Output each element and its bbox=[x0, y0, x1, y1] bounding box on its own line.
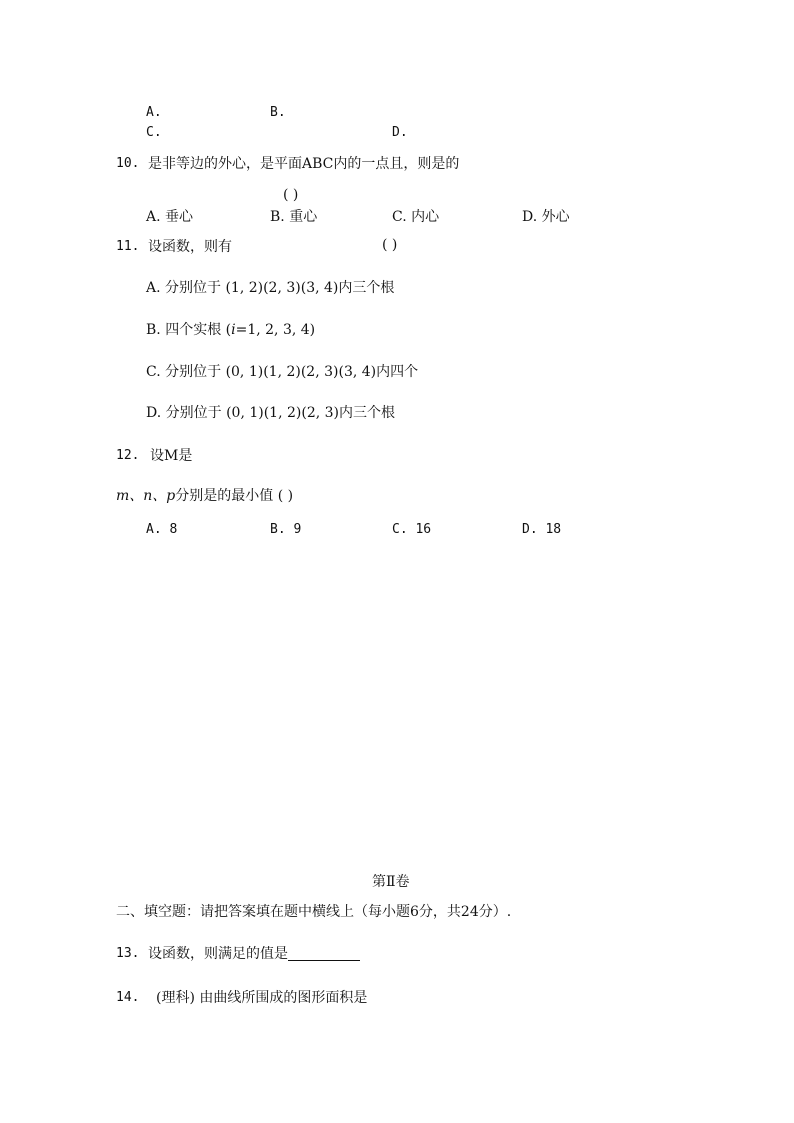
q10-answer-paren: ( ) bbox=[283, 187, 299, 203]
q12-option-b: B. 9 bbox=[270, 522, 302, 537]
q13-answer-blank[interactable] bbox=[288, 946, 360, 961]
q12-number: 12. bbox=[116, 448, 140, 463]
q11-answer-paren: ( ) bbox=[382, 237, 398, 253]
q10-option-a: A. 垂心 bbox=[146, 209, 194, 225]
q12-line2 bbox=[116, 487, 293, 505]
q11-option-b bbox=[146, 321, 315, 339]
q9-option-a: A. bbox=[146, 105, 162, 120]
q14-number: 14. bbox=[116, 990, 140, 1005]
q11-option-c: C. 分别位于 (0, 1)(1, 2)(2, 3)(3, 4)内四个 bbox=[146, 364, 419, 380]
q10-option-c: C. 内心 bbox=[392, 209, 440, 225]
q12-line2-rest: 分别是的最小值 ( ) bbox=[175, 488, 294, 504]
q12-option-c: C. 16 bbox=[392, 522, 432, 537]
q10-text: 是非等边的外心，是平面ABC内的一点且，则是的 bbox=[148, 156, 460, 172]
section-heading: 二、填空题：请把答案填在题中横线上（每小题6分，共24分）. bbox=[116, 904, 512, 920]
q12-option-d: D. 18 bbox=[522, 522, 562, 537]
q13-number: 13. bbox=[116, 946, 140, 961]
q9-option-b: B. bbox=[270, 105, 286, 120]
q11-text: 设函数，则有 bbox=[148, 239, 232, 255]
q11-option-d: D. 分别位于 (0, 1)(1, 2)(2, 3)内三个根 bbox=[146, 405, 395, 421]
q12-vars: m、n、p bbox=[116, 488, 176, 504]
q12-text: 设M是 bbox=[150, 448, 193, 464]
q12-option-a: A. 8 bbox=[146, 522, 178, 537]
q10-option-d: D. 外心 bbox=[522, 209, 570, 225]
q11-option-b-suffix: =1, 2, 3, 4) bbox=[235, 322, 316, 338]
q9-option-c: C. bbox=[146, 125, 162, 140]
q9-option-d: D. bbox=[392, 125, 408, 140]
part2-title: 第Ⅱ卷 bbox=[372, 874, 410, 890]
q11-option-b-prefix: B. 四个实根 ( bbox=[146, 322, 232, 338]
q10-option-b: B. 重心 bbox=[270, 209, 318, 225]
q11-number: 11. bbox=[116, 239, 140, 254]
q14-text: (理科) 由曲线所围成的图形面积是 bbox=[156, 990, 368, 1006]
q13-text: 设函数，则满足的值是 bbox=[148, 946, 288, 962]
q11-option-a: A. 分别位于 (1, 2)(2, 3)(3, 4)内三个根 bbox=[146, 280, 395, 296]
q11-option-b-var: i bbox=[231, 322, 236, 338]
q13-line bbox=[148, 945, 360, 963]
q10-number: 10. bbox=[116, 156, 140, 171]
